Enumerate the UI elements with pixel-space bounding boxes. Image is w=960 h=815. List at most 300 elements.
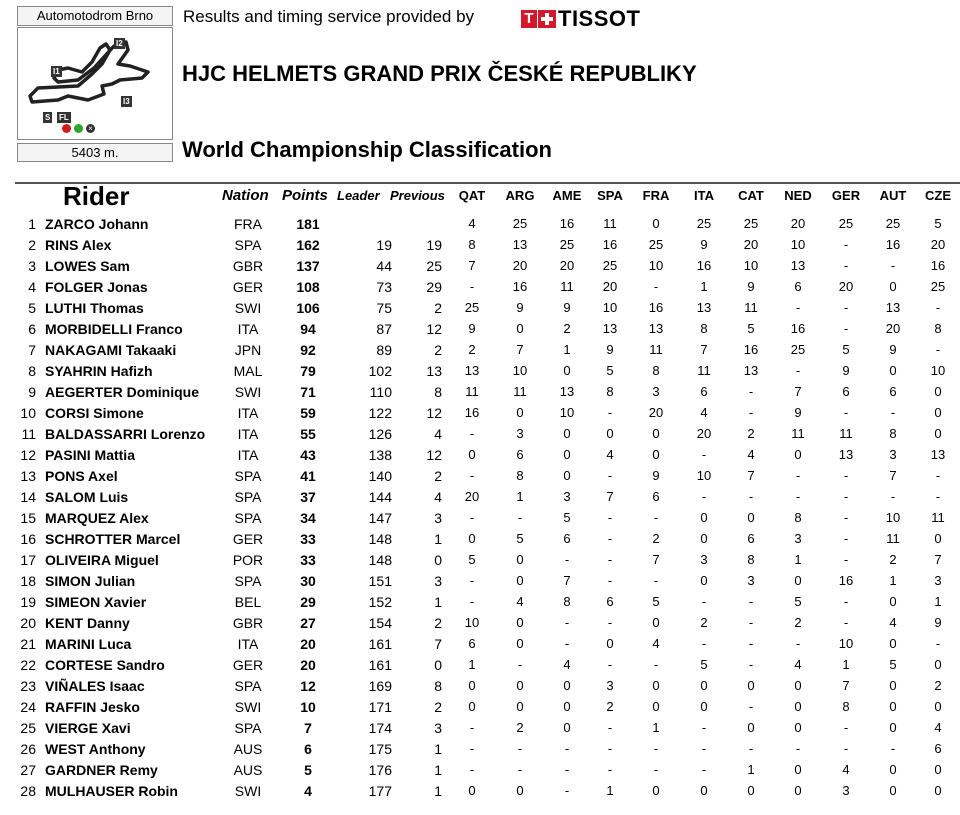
rider-name: ZARCO Johann — [45, 216, 149, 232]
event-title: HJC HELMETS GRAND PRIX ČESKÉ REPUBLIKY — [182, 61, 697, 86]
race-points-arg: 16 — [512, 279, 528, 294]
rider-position: 1 — [28, 216, 36, 232]
race-points-qat: 13 — [464, 363, 480, 378]
rider-position: 24 — [20, 699, 36, 715]
column-header-race-aut: AUT — [879, 188, 907, 203]
table-row — [0, 214, 960, 235]
race-points-ame: 3 — [563, 489, 571, 504]
race-points-aut: 5 — [889, 657, 897, 672]
race-points-ned: 3 — [794, 531, 802, 546]
race-points-cat: - — [748, 636, 754, 651]
race-points-spa: 0 — [606, 426, 614, 441]
gap-to-previous: 12 — [426, 321, 442, 337]
gap-to-previous: 1 — [434, 783, 442, 799]
race-points-aut: - — [890, 741, 896, 756]
race-points-arg: 13 — [512, 237, 528, 252]
race-points-fra: - — [653, 657, 659, 672]
rider-name: GARDNER Remy — [45, 762, 158, 778]
table-row — [0, 550, 960, 571]
race-points-arg: 20 — [512, 258, 528, 273]
race-points-cat: - — [748, 489, 754, 504]
race-points-fra: 0 — [652, 678, 660, 693]
rider-points: 55 — [300, 426, 316, 442]
sector-i3-label: I3 — [123, 97, 130, 106]
race-points-ita: 16 — [696, 258, 712, 273]
race-points-spa: - — [607, 573, 613, 588]
race-points-cze: 0 — [934, 426, 942, 441]
rider-name: AEGERTER Dominique — [45, 384, 200, 400]
column-header-leader: Leader — [337, 188, 380, 203]
race-points-cze: 13 — [930, 447, 946, 462]
race-points-spa: 7 — [606, 489, 614, 504]
close-icon: × — [86, 124, 95, 133]
race-points-ger: - — [843, 615, 849, 630]
gap-to-leader: 140 — [368, 468, 392, 484]
race-points-ned: 0 — [794, 447, 802, 462]
rider-position: 22 — [20, 657, 36, 673]
rider-name: RINS Alex — [45, 237, 112, 253]
rider-position: 23 — [20, 678, 36, 694]
race-points-ned: 25 — [790, 342, 806, 357]
gap-to-leader: 144 — [368, 489, 392, 505]
race-points-qat: 0 — [468, 699, 476, 714]
rider-name: SALOM Luis — [45, 489, 129, 505]
race-points-fra: 2 — [652, 531, 660, 546]
rider-name: MULHAUSER Robin — [45, 783, 178, 799]
race-points-fra: 9 — [652, 468, 660, 483]
race-points-cat: - — [748, 615, 754, 630]
race-points-ned: 4 — [794, 657, 802, 672]
race-points-ita: 6 — [700, 384, 708, 399]
race-points-aut: 10 — [885, 510, 901, 525]
table-row — [0, 697, 960, 718]
rider-nation: JPN — [234, 342, 262, 358]
race-points-spa: - — [607, 531, 613, 546]
race-points-cze: - — [935, 342, 941, 357]
race-points-fra: 0 — [652, 447, 660, 462]
rider-position: 27 — [20, 762, 36, 778]
rider-nation: GBR — [232, 258, 264, 274]
race-points-arg: 0 — [516, 573, 524, 588]
race-points-spa: - — [607, 720, 613, 735]
race-points-qat: 4 — [468, 216, 476, 231]
race-points-fra: 11 — [649, 342, 663, 357]
race-points-aut: 0 — [889, 720, 897, 735]
table-row — [0, 781, 960, 802]
table-row — [0, 382, 960, 403]
race-points-spa: - — [607, 657, 613, 672]
race-points-cat: 8 — [747, 552, 755, 567]
rider-nation: SWI — [234, 699, 262, 715]
rider-position: 5 — [28, 300, 36, 316]
gap-to-leader: 89 — [376, 342, 392, 358]
gap-to-leader: 110 — [369, 384, 392, 400]
rider-position: 26 — [20, 741, 36, 757]
rider-name: CORTESE Sandro — [45, 657, 165, 673]
gap-to-previous: 3 — [434, 510, 442, 526]
race-points-qat: - — [469, 426, 475, 441]
race-points-ame: 10 — [559, 405, 575, 420]
rider-position: 13 — [20, 468, 36, 484]
rider-name: SCHROTTER Marcel — [45, 531, 181, 547]
race-points-cze: 10 — [930, 363, 946, 378]
race-points-fra: 6 — [652, 489, 660, 504]
race-points-spa: - — [607, 510, 613, 525]
race-points-qat: - — [469, 279, 475, 294]
race-points-cat: 0 — [747, 720, 755, 735]
race-points-ned: 0 — [794, 678, 802, 693]
gap-to-previous: 25 — [426, 258, 442, 274]
race-points-ger: - — [843, 510, 849, 525]
race-points-ned: 7 — [794, 384, 802, 399]
race-points-aut: - — [890, 405, 896, 420]
race-points-aut: 20 — [885, 321, 901, 336]
race-points-ned: - — [795, 636, 801, 651]
race-points-cze: 0 — [934, 531, 942, 546]
rider-position: 19 — [20, 594, 36, 610]
race-points-arg: 10 — [512, 363, 528, 378]
race-points-ger: 1 — [842, 657, 850, 672]
race-points-ita: 10 — [696, 468, 712, 483]
rider-position: 4 — [28, 279, 36, 295]
table-row — [0, 445, 960, 466]
rider-position: 17 — [20, 552, 36, 568]
race-points-arg: - — [517, 741, 523, 756]
race-points-aut: 0 — [889, 279, 897, 294]
gap-to-previous: 2 — [434, 615, 442, 631]
gap-to-leader: 169 — [368, 678, 392, 694]
race-points-spa: - — [607, 468, 613, 483]
race-points-ger: 20 — [838, 279, 854, 294]
table-row — [0, 760, 960, 781]
rider-position: 14 — [20, 489, 36, 505]
race-points-fra: 5 — [652, 594, 660, 609]
race-points-fra: 0 — [652, 699, 660, 714]
rider-nation: GER — [232, 279, 264, 295]
race-points-spa: - — [607, 762, 613, 777]
column-header-previous: Previous — [390, 188, 445, 203]
rider-nation: ITA — [237, 426, 259, 442]
rider-position: 10 — [20, 405, 36, 421]
gap-to-previous: 2 — [434, 300, 442, 316]
table-row — [0, 592, 960, 613]
race-points-ger: 25 — [838, 216, 854, 231]
race-points-ita: 0 — [700, 510, 708, 525]
rider-points: 59 — [300, 405, 316, 421]
swiss-cross-icon — [538, 10, 556, 28]
race-points-ame: 9 — [563, 300, 571, 315]
race-points-ame: - — [564, 552, 570, 567]
rider-nation: ITA — [237, 321, 259, 337]
race-points-qat: 0 — [468, 447, 476, 462]
race-points-spa: 16 — [602, 237, 618, 252]
race-points-fra: 13 — [648, 321, 664, 336]
table-row — [0, 466, 960, 487]
race-points-qat: 0 — [468, 783, 476, 798]
race-points-cze: 6 — [934, 741, 942, 756]
start-label: S — [45, 113, 51, 122]
race-points-cze: - — [935, 636, 941, 651]
gap-to-previous: 1 — [434, 762, 442, 778]
race-points-qat: - — [469, 762, 475, 777]
race-points-cat: - — [748, 657, 754, 672]
race-points-spa: - — [607, 741, 613, 756]
race-points-cze: 0 — [934, 783, 942, 798]
gap-to-leader: 152 — [368, 594, 392, 610]
race-points-ger: - — [843, 552, 849, 567]
gap-to-leader: 161 — [368, 636, 392, 652]
race-points-cze: 7 — [934, 552, 942, 567]
rider-name: NAKAGAMI Takaaki — [45, 342, 177, 358]
race-points-cze: 0 — [934, 699, 942, 714]
rider-points: 137 — [296, 258, 320, 274]
race-points-ame: 0 — [563, 426, 571, 441]
race-points-aut: 3 — [889, 447, 897, 462]
gap-to-previous: 8 — [434, 384, 442, 400]
race-points-ger: 13 — [838, 447, 854, 462]
race-points-ned: - — [795, 363, 801, 378]
race-points-spa: 11 — [603, 216, 617, 231]
race-points-ame: 0 — [563, 699, 571, 714]
rider-position: 28 — [20, 783, 36, 799]
race-points-aut: 9 — [889, 342, 897, 357]
race-points-arg: 0 — [516, 405, 524, 420]
race-points-ita: 0 — [700, 699, 708, 714]
column-header-nation: Nation — [222, 187, 269, 204]
race-points-qat: 10 — [464, 615, 480, 630]
gap-to-leader: 148 — [368, 552, 392, 568]
gap-to-leader: 174 — [368, 720, 392, 736]
rider-points: 30 — [300, 573, 316, 589]
race-points-ita: 4 — [700, 405, 708, 420]
race-points-arg: 2 — [516, 720, 524, 735]
race-points-spa: 25 — [602, 258, 618, 273]
rider-name: PONS Axel — [45, 468, 118, 484]
race-points-cze: 0 — [934, 657, 942, 672]
rider-name: SIMEON Xavier — [45, 594, 147, 610]
gap-to-leader: 161 — [368, 657, 392, 673]
race-points-ame: 0 — [563, 447, 571, 462]
rider-nation: ITA — [237, 405, 259, 421]
rider-name: MARINI Luca — [45, 636, 132, 652]
race-points-spa: 1 — [606, 783, 614, 798]
tissot-t-icon: T — [521, 10, 537, 28]
race-points-arg: 7 — [516, 342, 524, 357]
race-points-fra: 0 — [652, 615, 660, 630]
race-points-ned: 2 — [794, 615, 802, 630]
race-points-ger: - — [843, 405, 849, 420]
race-points-cat: 6 — [747, 531, 755, 546]
race-points-cat: 10 — [743, 258, 759, 273]
rider-position: 12 — [20, 447, 36, 463]
rider-points: 37 — [300, 489, 316, 505]
race-points-qat: 0 — [468, 678, 476, 693]
race-points-ita: 13 — [696, 300, 712, 315]
rider-points: 94 — [300, 321, 316, 337]
race-points-fra: 20 — [648, 405, 664, 420]
gap-to-previous: 2 — [434, 342, 442, 358]
race-points-ger: - — [843, 531, 849, 546]
gap-to-previous: 2 — [434, 468, 442, 484]
rider-points: 7 — [304, 720, 312, 736]
rider-position: 6 — [28, 321, 36, 337]
race-points-arg: 6 — [516, 447, 524, 462]
race-points-cat: 25 — [743, 216, 759, 231]
race-points-fra: - — [653, 741, 659, 756]
race-points-ned: - — [795, 741, 801, 756]
race-points-ger: 8 — [842, 699, 850, 714]
rider-name: LUTHI Thomas — [45, 300, 144, 316]
gap-to-leader: 126 — [368, 426, 392, 442]
table-row — [0, 529, 960, 550]
race-points-ger: 3 — [842, 783, 850, 798]
race-points-arg: 0 — [516, 783, 524, 798]
gap-to-leader: 151 — [368, 573, 392, 589]
race-points-cat: - — [748, 384, 754, 399]
race-points-cze: 8 — [934, 321, 942, 336]
race-points-ger: - — [843, 489, 849, 504]
race-points-arg: 3 — [516, 426, 524, 441]
gap-to-leader: 171 — [368, 699, 392, 715]
table-row — [0, 613, 960, 634]
rider-position: 2 — [28, 237, 36, 253]
race-points-ame: 0 — [563, 678, 571, 693]
timing-provider-text: Results and timing service provided by — [183, 7, 475, 26]
race-points-ned: 0 — [794, 699, 802, 714]
rider-nation: SWI — [234, 384, 262, 400]
gap-to-previous: 1 — [434, 531, 442, 547]
rider-nation: MAL — [233, 363, 263, 379]
rider-nation: BEL — [234, 594, 262, 610]
race-points-arg: 1 — [516, 489, 524, 504]
rider-points: 6 — [304, 741, 312, 757]
rider-position: 8 — [28, 363, 36, 379]
race-points-aut: - — [890, 258, 896, 273]
rider-points: 162 — [296, 237, 320, 253]
table-row — [0, 487, 960, 508]
gap-to-leader: 175 — [368, 741, 392, 757]
race-points-cat: 3 — [747, 573, 755, 588]
race-points-ned: 0 — [794, 783, 802, 798]
race-points-ger: 6 — [842, 384, 850, 399]
race-points-arg: 11 — [513, 384, 527, 399]
race-points-aut: 16 — [885, 237, 901, 252]
table-row — [0, 676, 960, 697]
race-points-cat: 5 — [747, 321, 755, 336]
race-points-aut: 1 — [889, 573, 897, 588]
race-points-ita: - — [701, 762, 707, 777]
race-points-qat: 25 — [464, 300, 480, 315]
race-points-ned: 5 — [794, 594, 802, 609]
race-points-qat: 8 — [468, 237, 476, 252]
race-points-ita: - — [701, 594, 707, 609]
race-points-ger: - — [843, 594, 849, 609]
rider-nation: SPA — [234, 510, 262, 526]
race-points-cat: 0 — [747, 510, 755, 525]
red-light-icon — [62, 124, 71, 133]
rider-position: 11 — [21, 426, 36, 442]
gap-to-leader: 148 — [368, 531, 392, 547]
gap-to-leader: 102 — [368, 363, 392, 379]
column-header-race-ame: AME — [552, 188, 582, 203]
race-points-aut: 0 — [889, 783, 897, 798]
race-points-arg: 0 — [516, 615, 524, 630]
race-points-cat: 20 — [743, 237, 759, 252]
race-points-qat: 16 — [464, 405, 480, 420]
race-points-ger: 11 — [839, 426, 853, 441]
race-points-ger: 10 — [838, 636, 854, 651]
table-row — [0, 718, 960, 739]
race-points-ame: 2 — [563, 321, 571, 336]
column-header-rider: Rider — [63, 181, 130, 211]
rider-name: SYAHRIN Hafizh — [45, 363, 153, 379]
race-points-ame: 4 — [563, 657, 571, 672]
classification-title: World Championship Classification — [182, 137, 552, 162]
race-points-fra: 0 — [652, 426, 660, 441]
rider-nation: ITA — [237, 447, 259, 463]
race-points-arg: 0 — [516, 678, 524, 693]
race-points-ger: - — [843, 321, 849, 336]
race-points-ita: - — [701, 489, 707, 504]
race-points-ita: 5 — [700, 657, 708, 672]
gap-to-previous: 3 — [434, 720, 442, 736]
race-points-cze: 11 — [931, 510, 945, 525]
race-points-ned: 0 — [794, 720, 802, 735]
race-points-aut: 0 — [889, 594, 897, 609]
column-header-race-ned: NED — [784, 188, 812, 203]
race-points-ame: 0 — [563, 720, 571, 735]
race-points-cze: 5 — [934, 216, 942, 231]
rider-points: 27 — [300, 615, 316, 631]
table-row — [0, 319, 960, 340]
race-points-ger: - — [843, 468, 849, 483]
circuit-length: 5403 m. — [17, 143, 173, 162]
race-points-arg: 0 — [516, 552, 524, 567]
race-points-cze: 2 — [934, 678, 942, 693]
race-points-ame: 16 — [559, 216, 575, 231]
race-points-arg: 8 — [516, 468, 524, 483]
column-header-race-ger: GER — [831, 188, 861, 203]
rider-name: BALDASSARRI Lorenzo — [45, 426, 206, 442]
race-points-arg: 0 — [516, 636, 524, 651]
race-points-ned: 0 — [794, 573, 802, 588]
race-points-qat: - — [469, 573, 475, 588]
race-points-arg: 0 — [516, 699, 524, 714]
race-points-ned: - — [795, 300, 801, 315]
race-points-ned: 1 — [794, 552, 802, 567]
race-points-cze: 16 — [930, 258, 946, 273]
gap-to-leader: 154 — [368, 615, 392, 631]
gap-to-previous: 1 — [434, 741, 442, 757]
race-points-aut: 4 — [889, 615, 897, 630]
race-points-aut: 7 — [889, 468, 897, 483]
circuit-name: Automotodrom Brno — [17, 6, 173, 26]
race-points-aut: 0 — [889, 699, 897, 714]
race-points-ita: 0 — [700, 783, 708, 798]
race-points-ger: - — [843, 258, 849, 273]
rider-nation: SPA — [234, 237, 262, 253]
race-points-aut: 0 — [889, 678, 897, 693]
gap-to-leader: 75 — [376, 300, 392, 316]
table-row — [0, 424, 960, 445]
race-points-cat: 9 — [747, 279, 755, 294]
column-header-race-arg: ARG — [505, 188, 535, 203]
race-points-ned: 9 — [794, 405, 802, 420]
race-points-qat: - — [469, 468, 475, 483]
rider-name: MORBIDELLI Franco — [45, 321, 183, 337]
race-points-ger: - — [843, 741, 849, 756]
rider-points: 71 — [300, 384, 316, 400]
